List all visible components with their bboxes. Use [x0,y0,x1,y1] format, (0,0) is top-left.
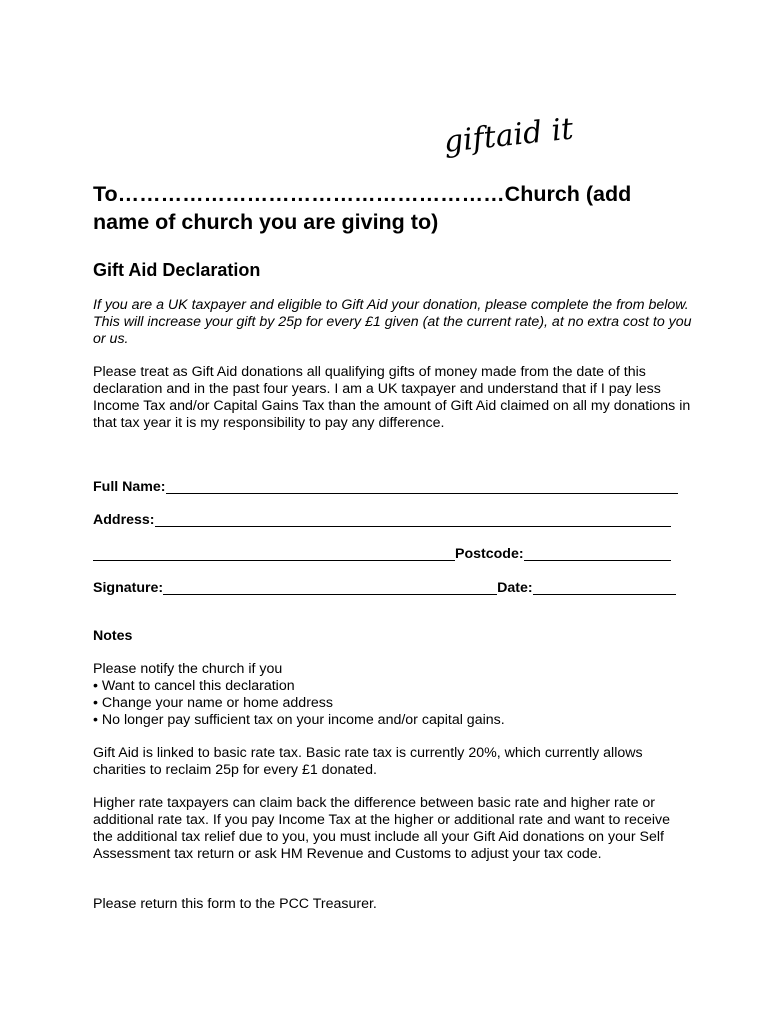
address-row [93,509,671,529]
gift-aid-logo-text: giftaid it [442,111,576,160]
signature-field[interactable] [163,579,497,595]
declaration-statement: Please treat as Gift Aid donations all qualifying gifts of money made from the date of this declaration and in the past four years. I am a UK taxpayer and understand that if I pay less Income Tax and/or Capital Gains Tax than the amount of Gift Aid claimed on all my donations in that tax year it is my responsibility to pay any difference. [93,364,691,431]
notify-block [93,661,693,729]
church-name-blank[interactable]: ……………………………………………… [117,182,505,206]
postcode-field[interactable] [524,545,671,561]
gift-aid-logo [440,108,600,166]
postcode-label: Postcode: [455,546,524,562]
higher-rate-note: Higher rate taxpayers can claim back the difference between basic rate and higher rate or additional rate tax. If you pay Income Tax at the higher or additional rate and want to receive the additional tax relief due to you, you must include all your Gift Aid donations on your Self Assessment tax return or ask HM Revenue and Customs to adjust your tax code. [93,795,671,862]
address-label: Address: [93,512,155,528]
declaration-intro: If you are a UK taxpayer and eligible to Gift Aid your donation, please complete the from below. This will increase your gift by 25p for every £1 given (at the current rate), at no extra cost to you or us. [93,297,692,347]
gift-aid-logo-wordmark [440,108,600,166]
date-field[interactable] [533,579,676,595]
return-instruction: Please return this form to the PCC Treasurer. [93,896,377,912]
notes-heading: Notes [93,628,133,644]
signature-date-row [93,577,676,597]
full-name-row [93,476,678,496]
notify-intro: Please notify the church if you [93,661,283,677]
address-field[interactable] [155,511,672,527]
full-name-label: Full Name: [93,479,166,495]
date-label: Date: [497,580,533,596]
basic-rate-note: Gift Aid is linked to basic rate tax. Basic rate tax is currently 20%, which currently allows charities to reclaim 25p for every £1 donated. [93,745,643,778]
list-item: • Change your name or home address [93,695,693,712]
to-prefix: To [93,182,118,206]
address-postcode-row [93,543,671,563]
list-item: • Want to cancel this declaration [93,678,693,695]
full-name-field[interactable] [166,478,678,494]
address-line-2-field[interactable] [93,545,455,561]
signature-label: Signature: [93,580,164,596]
list-item: • No longer pay sufficient tax on your income and/or capital gains. [93,712,693,729]
notify-list [93,678,693,729]
church-address-line [93,180,693,236]
church-instruction: Church (add name of church you are giving to) [93,182,632,234]
declaration-heading: Gift Aid Declaration [93,260,261,280]
